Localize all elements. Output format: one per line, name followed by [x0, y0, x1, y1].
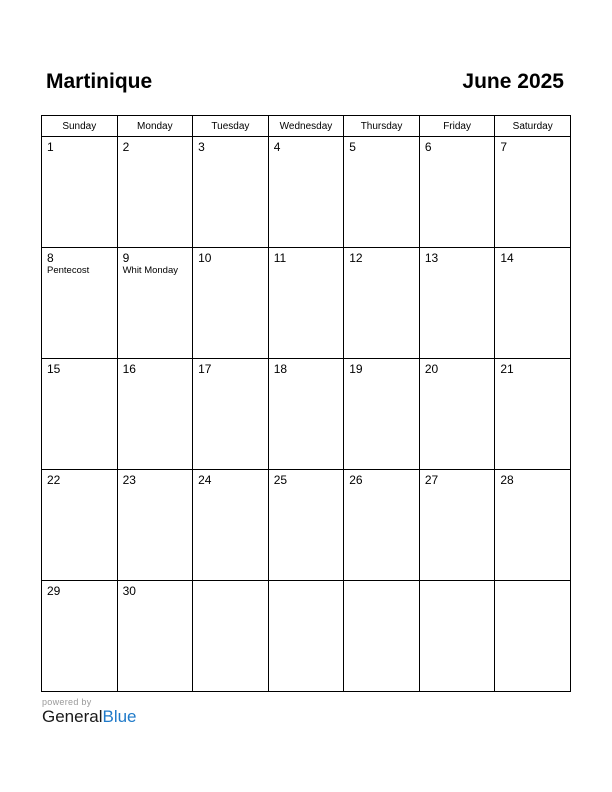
- day-cell: [117, 359, 193, 470]
- day-number: 25: [273, 473, 288, 487]
- day-number: 13: [424, 251, 439, 265]
- weekday-header-row: [42, 116, 571, 137]
- day-cell: [42, 137, 118, 248]
- weekday-header-tuesday: Tuesday: [193, 116, 269, 137]
- day-number: 27: [424, 473, 439, 487]
- day-cell: [344, 137, 420, 248]
- week-row: [42, 470, 571, 581]
- day-cell: [495, 137, 571, 248]
- day-number: 26: [349, 473, 363, 487]
- week-row: [42, 359, 571, 470]
- empty-day-cell: [193, 581, 269, 692]
- day-number: 4: [273, 140, 281, 154]
- empty-day-cell: [268, 581, 344, 692]
- day-number: 5: [349, 140, 356, 154]
- day-number: 21: [500, 362, 514, 376]
- day-number: 10: [198, 251, 212, 265]
- calendar-grid: [41, 115, 571, 692]
- weekday-header-saturday: Saturday: [495, 116, 571, 137]
- day-cell: [117, 470, 193, 581]
- day-cell: [193, 359, 269, 470]
- day-number: 1: [47, 140, 54, 154]
- day-cell: [42, 470, 118, 581]
- day-cell: [419, 137, 495, 248]
- day-cell: [268, 137, 344, 248]
- powered-by-text: powered by: [42, 697, 92, 707]
- day-cell: [117, 581, 193, 692]
- day-cell: [268, 248, 344, 359]
- empty-day-cell: [495, 581, 571, 692]
- logo-text-general: General: [42, 707, 103, 726]
- day-number: 23: [122, 473, 136, 487]
- day-number: 24: [198, 473, 212, 487]
- week-row: [42, 248, 571, 359]
- day-cell: [268, 359, 344, 470]
- day-number: 7: [500, 140, 508, 154]
- weekday-header-sunday: Sunday: [42, 116, 118, 137]
- day-cell: [495, 248, 571, 359]
- day-number: 3: [198, 140, 205, 154]
- day-cell: [495, 359, 571, 470]
- empty-day-cell: [344, 581, 420, 692]
- day-cell: [193, 137, 269, 248]
- holiday-label-pentecost: Pentecost: [47, 265, 90, 276]
- day-cell: [419, 248, 495, 359]
- day-number: 9: [122, 251, 130, 265]
- week-row: [42, 581, 571, 692]
- day-number: 15: [47, 362, 61, 376]
- day-number: 6: [424, 140, 432, 154]
- day-number: 20: [424, 362, 439, 376]
- day-cell: [419, 470, 495, 581]
- generalblue-logo[interactable]: [42, 707, 137, 727]
- weekday-header-friday: Friday: [419, 116, 495, 137]
- day-number: 18: [273, 362, 288, 376]
- day-number: 8: [47, 251, 54, 265]
- holiday-label-whit-monday: Whit Monday: [122, 265, 178, 276]
- day-number: 28: [500, 473, 514, 487]
- day-cell: [268, 470, 344, 581]
- day-number: 22: [47, 473, 61, 487]
- month-year-title: June 2025: [462, 70, 564, 93]
- weekday-header-monday: Monday: [117, 116, 193, 137]
- day-cell: [193, 470, 269, 581]
- day-cell: [495, 470, 571, 581]
- day-number: 12: [349, 251, 363, 265]
- day-number: 16: [122, 362, 136, 376]
- day-number: 19: [349, 362, 363, 376]
- region-title: Martinique: [46, 70, 153, 93]
- day-number: 29: [47, 584, 61, 598]
- empty-day-cell: [419, 581, 495, 692]
- day-number: 11: [273, 251, 287, 265]
- day-cell: [42, 248, 118, 359]
- day-cell: [344, 359, 420, 470]
- weekday-header-wednesday: Wednesday: [268, 116, 344, 137]
- day-cell: [419, 359, 495, 470]
- day-cell: [193, 248, 269, 359]
- day-cell: [117, 137, 193, 248]
- footer-branding: [42, 697, 137, 727]
- day-number: 2: [122, 140, 130, 154]
- day-cell: [344, 248, 420, 359]
- day-cell: [42, 359, 118, 470]
- logo-text-blue: Blue: [102, 707, 137, 726]
- day-number: 30: [122, 584, 136, 598]
- week-row: [42, 137, 571, 248]
- day-number: 17: [198, 362, 212, 376]
- day-number: 14: [500, 251, 514, 265]
- day-cell: [344, 470, 420, 581]
- day-cell: [42, 581, 118, 692]
- weekday-header-thursday: Thursday: [344, 116, 420, 137]
- day-cell: [117, 248, 193, 359]
